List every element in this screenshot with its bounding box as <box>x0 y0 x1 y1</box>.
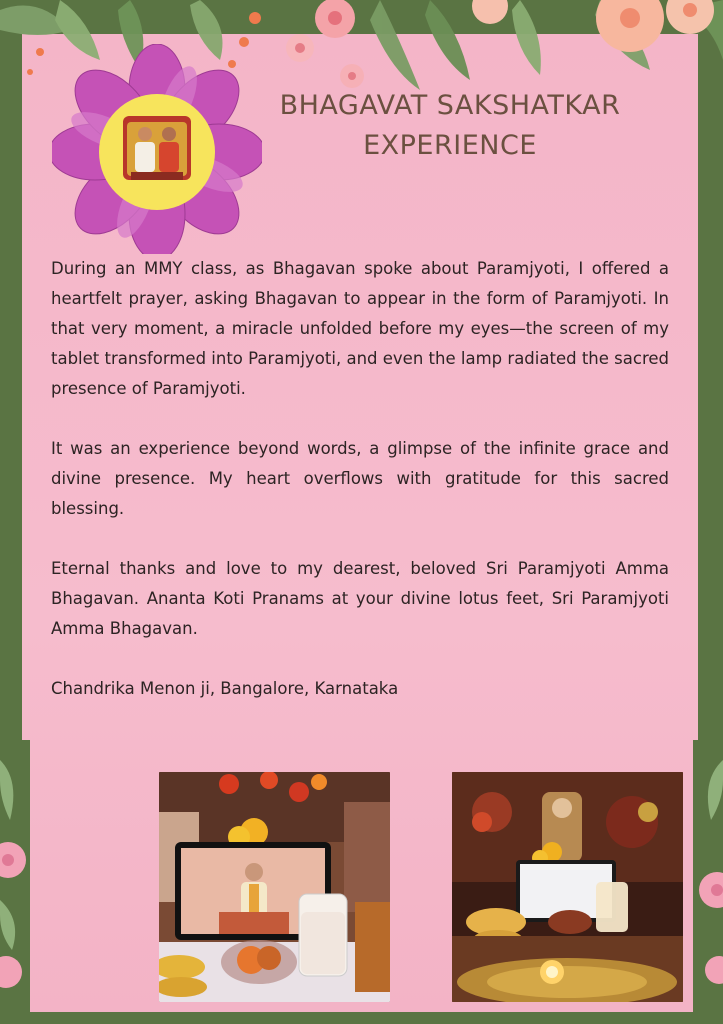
story-paragraph-2: It was an experience beyond words, a glimpse of the infinite grace and divine presence. My heart overflows with gratitude for this sacred blessing. <box>51 439 669 518</box>
floral-left-decoration <box>0 740 30 1024</box>
amma-bhagavan-image <box>123 116 191 180</box>
story-text <box>51 254 669 734</box>
title-line-1: BHAGAVAT SAKSHATKAR <box>279 90 621 121</box>
title-line-2: EXPERIENCE <box>363 130 537 161</box>
lamp-photo-image <box>452 772 683 1002</box>
page-title <box>240 86 660 166</box>
story-signature: Chandrika Menon ji, Bangalore, Karnataka <box>51 679 399 698</box>
story-paragraph-1: During an MMY class, as Bhagavan spoke about Paramjyoti, I offered a heartfelt prayer, asking Bhagavan to appear in the form of Paramjyoti. In that very moment, a miracle unfolded before my eyes—the screen of my tablet transformed into Paramjyoti, and even the lamp radiated the sacred presence of Paramjyoti. <box>51 259 669 398</box>
floral-right-decoration <box>693 740 723 1024</box>
flower-emblem <box>52 44 262 254</box>
photo-lamp-altar <box>452 772 683 1002</box>
story-paragraph-3: Eternal thanks and love to my dearest, beloved Sri Paramjyoti Amma Bhagavan. Ananta Koti Pranams at your divine lotus feet, Sri Paramjyoti Amma Bhagavan. <box>51 559 669 638</box>
tablet-photo-image <box>159 772 390 1002</box>
photo-tablet-altar <box>159 772 390 1002</box>
